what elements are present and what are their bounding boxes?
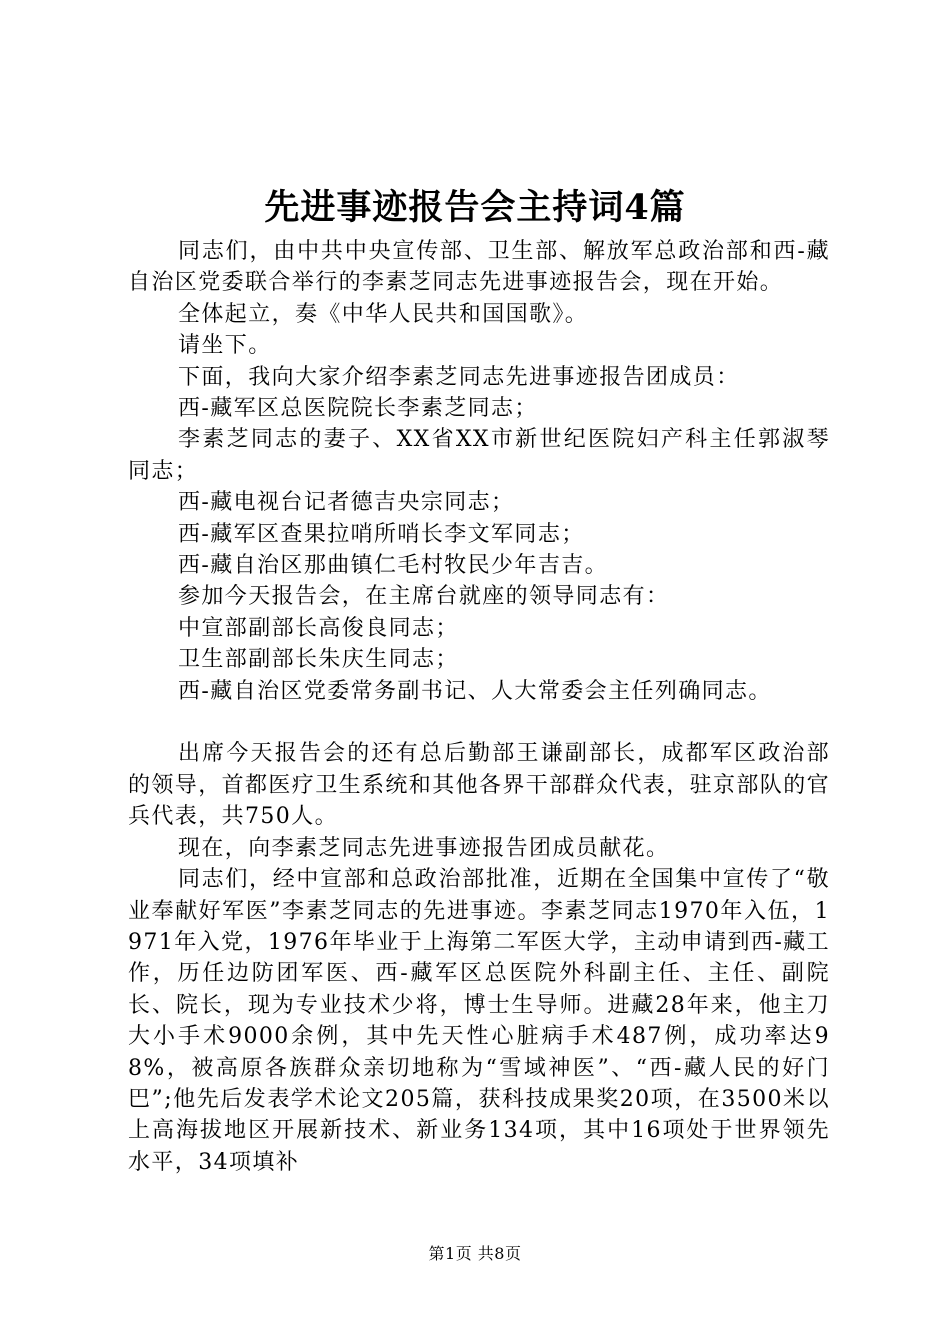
paragraph-introduce-members: 下面，我向大家介绍李素芝同志先进事迹报告团成员： — [178, 364, 740, 390]
document-body — [128, 236, 830, 1178]
paragraph-member-4: 西-藏军区查果拉哨所哨长李文军同志； — [178, 521, 585, 547]
paragraph-opening: 同志们，由中共中央宣传部、卫生部、解放军总政治部和西-藏自治区党委联合举行的李素芝同志先进事迹报告会，现在开始。 — [128, 239, 830, 296]
paragraph-biography: 同志们，经中宣部和总政治部批准，近期在全国集中宣传了“敬业奉献好军医”李素芝同志的先进事迹。李素芝同志1970年入伍，1971年入党，1976年毕业于上海第二军医大学，主动申请到西-藏工作，历任边防团军医、西-藏军区总医院外科副主任、主任、副院长、院长，现为专业技术少将，博士生导师。进藏28年来，他主刀大小手术9000余例，其中先天性心脏病手术487例，成功率达98%，被高原各族群众亲切地称为“雪域神医”、“西-藏人民的好门巴”;他先后发表学术论文205篇，获科技成果奖20项，在3500米以上高海拔地区开展新技术、新业务134项，其中16项处于世界领先水平，34项填补 — [128, 867, 830, 1175]
paragraph-leader-2: 卫生部副部长朱庆生同志； — [178, 647, 459, 673]
paragraph-anthem: 全体起立，奏《中华人民共和国国歌》。 — [178, 301, 589, 327]
paragraph-member-2: 李素芝同志的妻子、XX省XX市新世纪医院妇产科主任郭淑琴同志； — [128, 427, 830, 484]
paragraph-flowers: 现在，向李素芝同志先进事迹报告团成员献花。 — [178, 835, 670, 861]
paragraph-member-1: 西-藏军区总医院院长李素芝同志； — [178, 396, 538, 422]
paragraph-attendees: 出席今天报告会的还有总后勤部王谦副部长，成都军区政治部的领导，首都医疗卫生系统和其他各界干部群众代表，驻京部队的官兵代表，共750人。 — [128, 741, 831, 830]
document-title: 先进事迹报告会主持词4篇 — [264, 187, 686, 228]
page-number-footer: 第1页 共8页 — [428, 1244, 522, 1263]
paragraph-leader-3: 西-藏自治区党委常务副书记、人大常委会主任列确同志。 — [178, 678, 772, 704]
paragraph-member-3: 西-藏电视台记者德吉央宗同志； — [178, 490, 515, 516]
paragraph-sit-down: 请坐下。 — [178, 333, 272, 359]
paragraph-member-5: 西-藏自治区那曲镇仁毛村牧民少年吉吉。 — [178, 553, 609, 579]
paragraph-leader-1: 中宣部副部长高俊良同志； — [178, 615, 459, 641]
paragraph-leaders-intro: 参加今天报告会，在主席台就座的领导同志有： — [178, 584, 670, 610]
paragraph-blank — [128, 707, 830, 738]
